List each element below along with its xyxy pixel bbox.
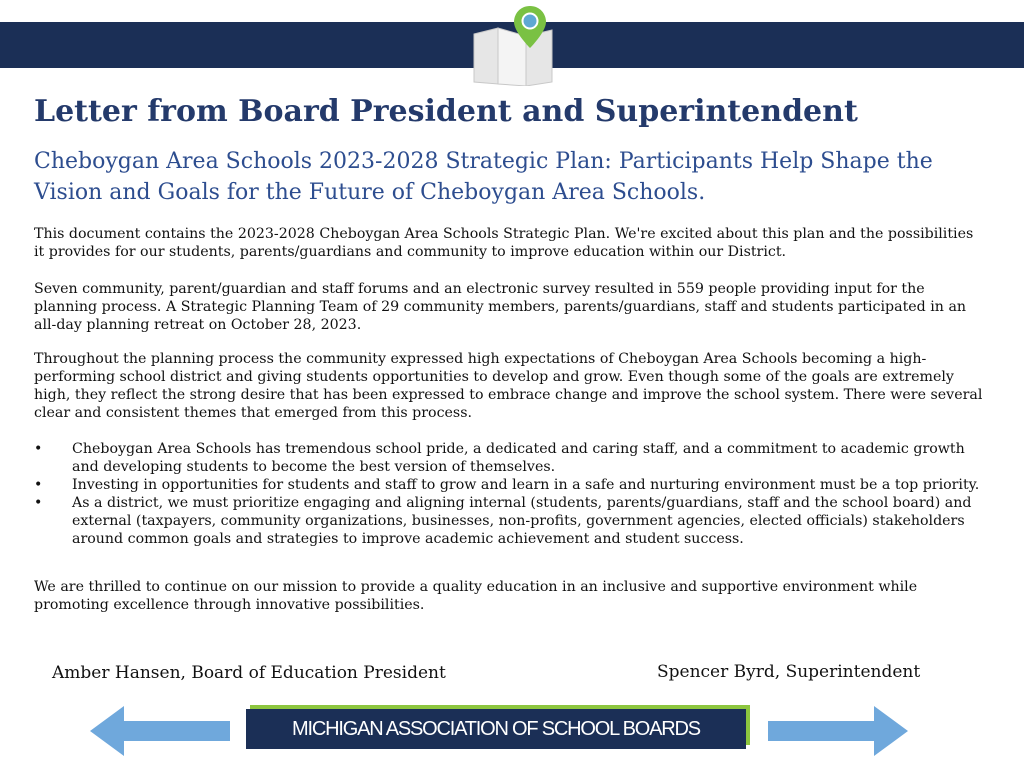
list-item-text: Investing in opportunities for students and staff to grow and learn in a safe and nurturing environment must be a top priority.	[72, 477, 980, 493]
list-item	[34, 440, 984, 476]
list-item	[34, 494, 984, 548]
list-item-text: As a district, we must prioritize engaging and aligning internal (students, parents/guardians, staff and the school board) and external (taxpayers, community organizations, businesses, non-profits, government agencies, elected officials) stakeholders around common goals and strategies to improve academic achievement and student success.	[72, 495, 972, 547]
bullet-icon: •	[34, 495, 43, 511]
process-paragraph: Throughout the planning process the community expressed high expectations of Cheboygan Area Schools becoming a high-performing school district and giving students opportunities to develop and grow. Even though some of the goals are extremely high, they reflect the strong desire that has been expressed to embrace change and improve the school system. There were several clear and consistent themes that emerged from this process.	[34, 351, 983, 421]
footer-banner	[246, 709, 746, 749]
list-item-text: Cheboygan Area Schools has tremendous school pride, a dedicated and caring staff, and a commitment to academic growth and developing students to become the best version of themselves.	[72, 441, 965, 475]
signature-superintendent: Spencer Byrd, Superintendent	[657, 662, 921, 682]
forums-paragraph: Seven community, parent/guardian and staff forums and an electronic survey resulted in 559 people providing input for the planning process. A Strategic Planning Team of 29 community members, parents/guardians, staff and students participated in an all-day planning retreat on October 28, 2023.	[34, 281, 967, 333]
map-pin-icon	[468, 4, 558, 86]
arrow-left-icon	[90, 706, 230, 756]
bullet-icon: •	[34, 477, 43, 493]
themes-list	[34, 440, 984, 548]
closing-paragraph: We are thrilled to continue on our mission to provide a quality education in an inclusive and supportive environment while promoting excellence through innovative possibilities.	[34, 579, 918, 613]
footer-label: MICHIGAN ASSOCIATION OF SCHOOL BOARDS	[292, 717, 700, 740]
list-item	[34, 476, 984, 494]
bullet-icon: •	[34, 441, 43, 457]
intro-paragraph: This document contains the 2023-2028 Cheboygan Area Schools Strategic Plan. We're excited about this plan and the possibilities it provides for our students, parents/guardians and community to improve education within our District.	[34, 226, 974, 260]
page-subtitle: Cheboygan Area Schools 2023-2028 Strategic Plan: Participants Help Shape the Vision and Goals for the Future of Cheboygan Area Schools.	[34, 149, 933, 205]
signature-board-president: Amber Hansen, Board of Education President	[52, 663, 446, 683]
page-title: Letter from Board President and Superintendent	[34, 94, 858, 129]
arrow-right-icon	[768, 706, 908, 756]
